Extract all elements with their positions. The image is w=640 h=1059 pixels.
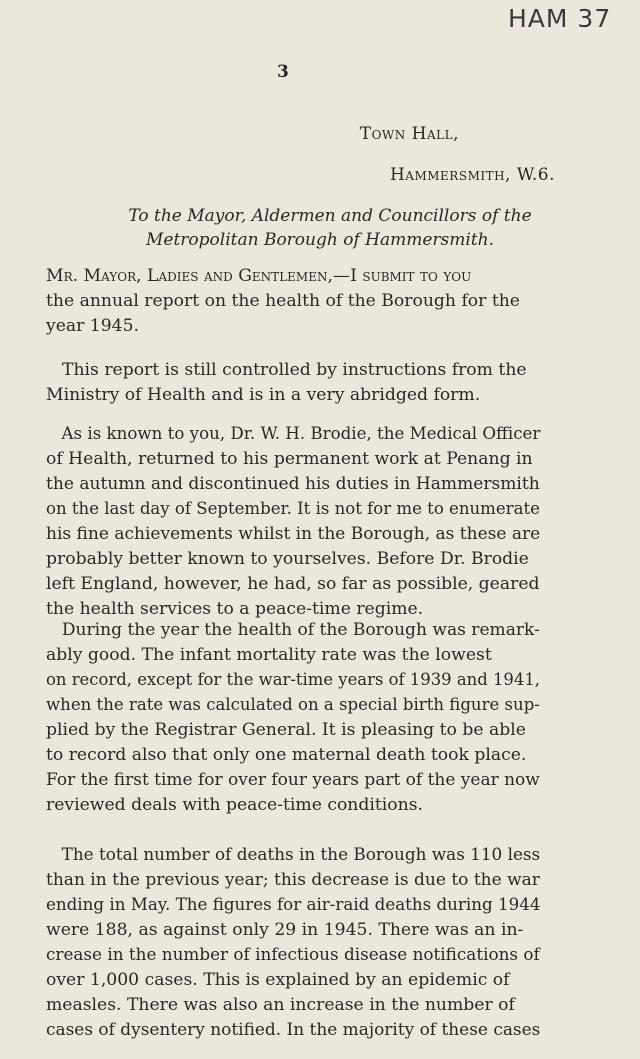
page-number: 3 [277,62,289,82]
paragraph-line: than in the previous year; this decrease is due to the war [46,870,540,890]
paragraph-line: This report is still controlled by instructions from the [62,360,527,380]
paragraph-3 [46,422,540,622]
paragraph-line: of Health, returned to his permanent work at Penang in [46,449,533,469]
paragraph-line: the autumn and discontinued his duties in Hammersmith [46,474,540,494]
paragraph-line: to record also that only one maternal death took place. [46,745,527,765]
paragraph-line: crease in the number of infectious disease notifications of [46,945,540,965]
paragraph-line: reviewed deals with peace-time conditions. [46,795,423,815]
paragraph-line: ably good. The infant mortality rate was the lowest [46,645,492,665]
paragraph-line: During the year the health of the Borough was remark- [61,620,540,640]
paragraph-2 [46,358,540,408]
paragraph-line: year 1945. [46,316,140,336]
paragraph-line: the annual report on the health of the Borough for the [46,291,520,311]
paragraph-line: the health services to a peace-time regime. [46,599,424,619]
paragraph-1 [46,264,540,339]
addressee-line-2: Metropolitan Borough of Hammersmith. [145,230,495,250]
addressee-line-1: To the Mayor, Aldermen and Councillors of the [128,206,532,226]
paragraph-line: measles. There was also an increase in the number of [46,995,515,1015]
paragraph-4 [46,618,540,818]
paragraph-line: over 1,000 cases. This is explained by an epidemic of [46,970,510,990]
address-line-2: Hammersmith, W.6. [389,165,555,185]
paragraph-line: The total number of deaths in the Borough was 110 less [61,845,541,865]
paragraph-line: on record, except for the war-time years of 1939 and 1941, [46,670,540,690]
paragraph-line: when the rate was calculated on a special birth figure sup- [46,695,540,715]
paragraph-line: Ministry of Health and is in a very abridged form. [46,385,481,405]
handwritten-annotation: HAM 37 [508,4,612,33]
paragraph-line: were 188, as against only 29 in 1945. There was an in- [46,920,524,940]
paragraph-line [46,264,540,289]
paragraph-line: on the last day of September. It is not for me to enumerate [46,499,540,519]
paragraph-line: cases of dysentery notified. In the majority of these cases [46,1020,541,1040]
paragraph-line: probably better known to yourselves. Before Dr. Brodie [46,549,529,569]
paragraph-line: ending in May. The figures for air-raid deaths during 1944 [46,895,541,915]
paragraph-line: For the first time for over four years part of the year now [46,770,540,790]
paragraph-line: his fine achievements whilst in the Borough, as these are [46,524,541,544]
paragraph-line: As is known to you, Dr. W. H. Brodie, the Medical Officer [61,424,541,444]
paragraph-line: plied by the Registrar General. It is pleasing to be able [46,720,526,740]
salutation-opening: Mr. Mayor, Ladies and Gentlemen,—I submit to you [46,266,472,286]
address-line-1: Town Hall, [359,124,459,144]
paragraph-5 [46,843,540,1043]
paragraph-line: left England, however, he had, so far as possible, geared [46,574,540,594]
